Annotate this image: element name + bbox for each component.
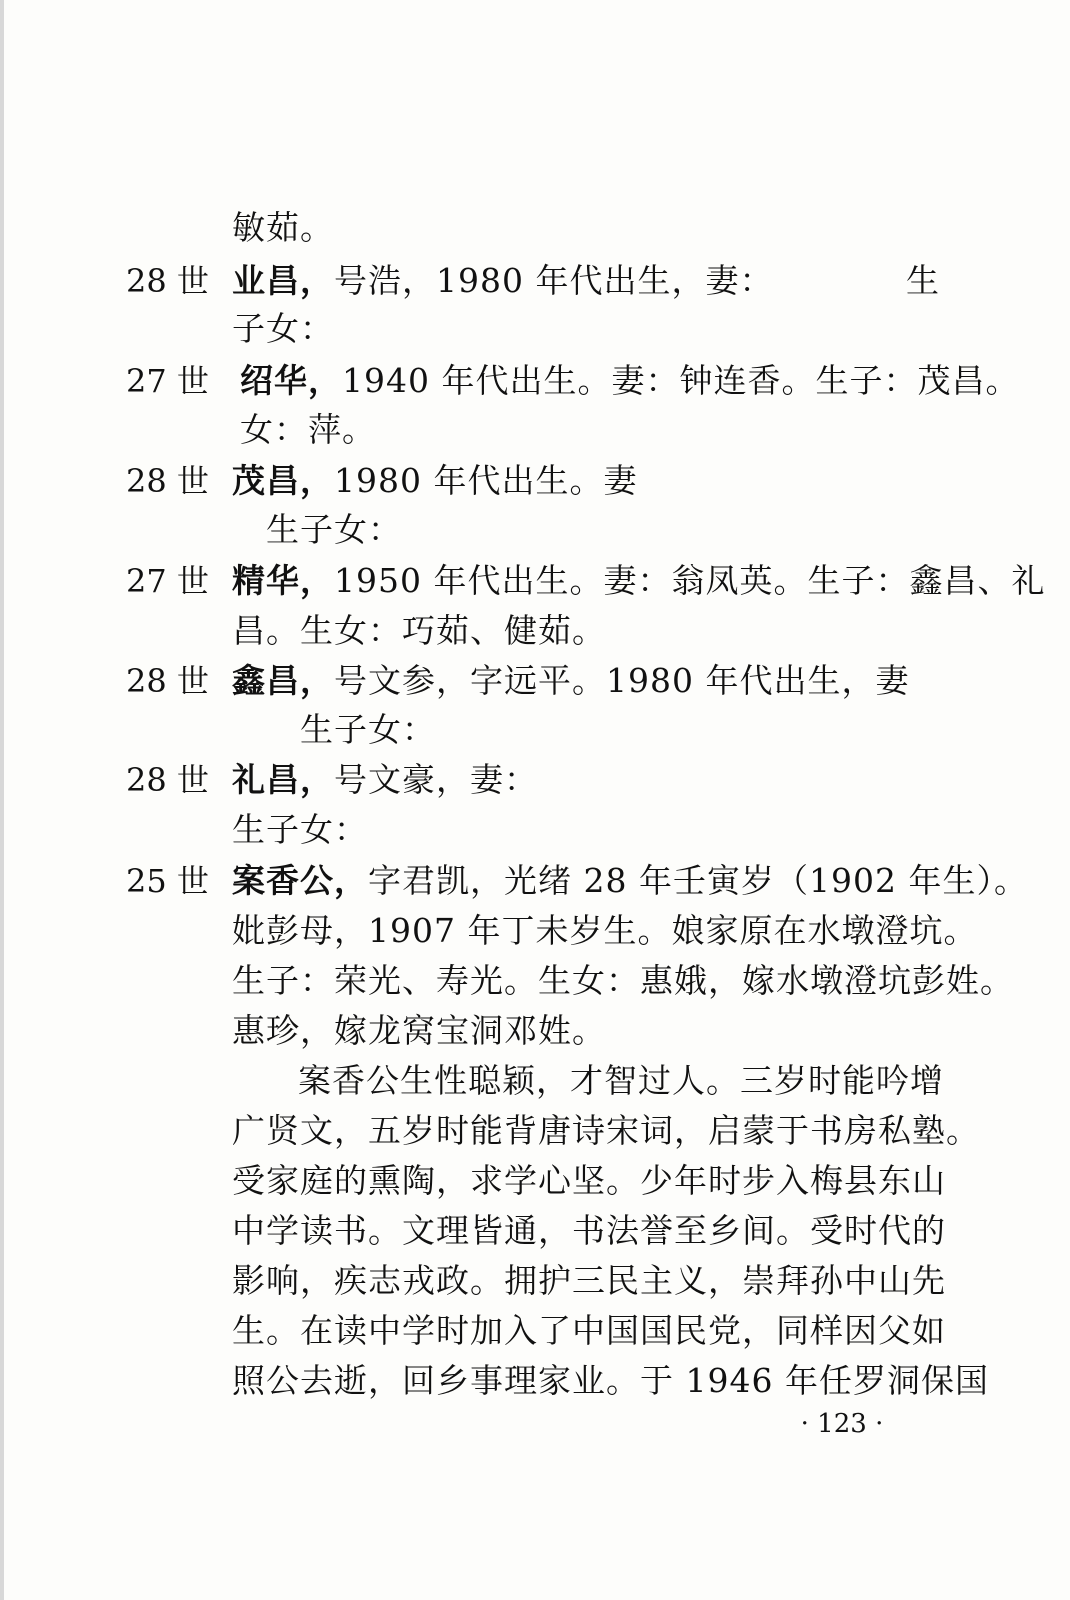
entry-body [232, 856, 1028, 906]
generation-label: 25 世 [126, 862, 209, 900]
biography-text: 受家庭的熏陶，求学心坚。少年时步入梅县东山 [232, 1161, 946, 1200]
entry-text: 1950 年代出生。妻：翁凤英。生子：鑫昌、礼 [334, 561, 1046, 600]
generation-label: 28 世 [126, 662, 209, 700]
generation-label: 28 世 [126, 761, 209, 799]
page-number: · 123 · [800, 1409, 884, 1439]
person-name: 业昌， [232, 261, 334, 300]
generation-label: 27 世 [126, 562, 209, 600]
entry-text: 号文豪，妻： [334, 760, 538, 799]
entry-text: 敏茹。 [232, 208, 334, 247]
biography-text: 案香公生性聪颖，才智过人。三岁时能吟增 [298, 1061, 944, 1100]
person-name: 礼昌， [232, 760, 334, 799]
entry-text: 惠珍，嫁龙窝宝洞邓姓。 [232, 1011, 606, 1050]
entry-text: 女：萍。 [240, 410, 376, 449]
person-name: 鑫昌， [232, 661, 334, 700]
entry-text: 1940 年代出生。妻：钟连香。生子：茂昌。 [342, 361, 1020, 400]
person-name: 茂昌， [232, 461, 334, 500]
entry-text: 生子女： [300, 710, 436, 749]
biography-text: 生。在读中学时加入了中国国民党，同样因父如 [232, 1311, 946, 1350]
entry-trailing-text: 生 [906, 261, 939, 300]
scan-edge [0, 0, 4, 1600]
entry-text: 妣彭母，1907 年丁未岁生。娘家原在水墩澄坑。 [232, 911, 978, 950]
biography-text: 照公去逝，回乡事理家业。于 1946 年任罗洞保国 [232, 1361, 989, 1400]
entry-text: 昌。生女：巧茹、健茹。 [232, 611, 606, 650]
person-name: 绍华， [240, 361, 342, 400]
generation-label: 27 世 [126, 362, 209, 400]
entry-body [232, 256, 773, 306]
entry-body [232, 656, 909, 706]
entry-text: 生子女： [266, 510, 402, 549]
entry-body [232, 456, 637, 506]
person-name: 案香公， [232, 861, 368, 900]
entry-body [232, 755, 538, 805]
entry-body [240, 356, 1019, 406]
entry-text: 生子女： [232, 810, 368, 849]
entry-text: 子女： [232, 309, 334, 348]
entry-text: 1980 年代出生。妻 [334, 461, 638, 500]
entry-text: 号浩，1980 年代出生，妻： [334, 261, 774, 300]
biography-text: 影响，疾志戎政。拥护三民主义，崇拜孙中山先 [232, 1261, 946, 1300]
generation-label: 28 世 [126, 462, 209, 500]
entry-text: 号文参，字远平。1980 年代出生，妻 [334, 661, 910, 700]
entry-body [232, 556, 1045, 606]
person-name: 精华， [232, 561, 334, 600]
biography-text: 中学读书。文理皆通，书法誉至乡间。受时代的 [232, 1211, 946, 1250]
biography-text: 广贤文，五岁时能背唐诗宋词，启蒙于书房私塾。 [232, 1111, 980, 1150]
generation-label: 28 世 [126, 262, 209, 300]
entry-text: 字君凯，光绪 28 年壬寅岁（1902 年生）。 [368, 861, 1028, 900]
entry-text: 生子：荣光、寿光。生女：惠娥，嫁水墩澄坑彭姓。 [232, 961, 1014, 1000]
